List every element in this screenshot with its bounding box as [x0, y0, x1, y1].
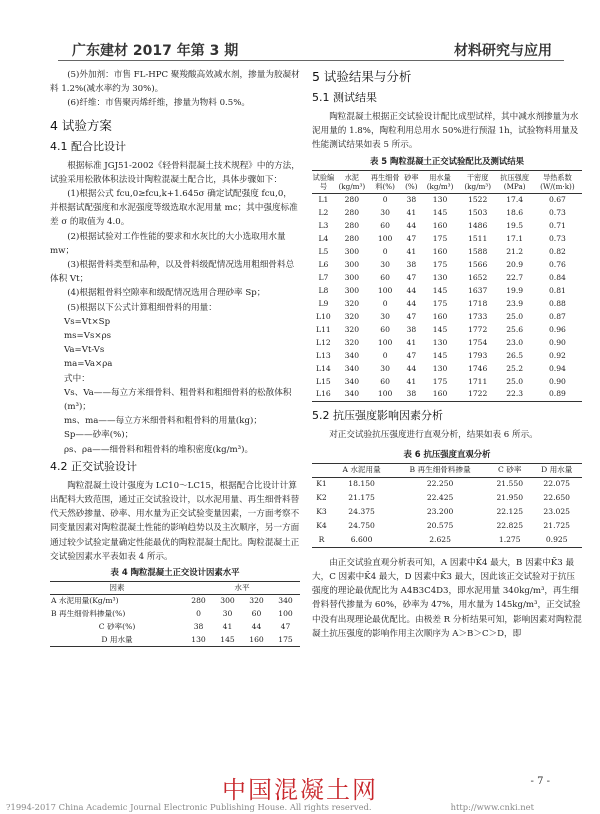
table-cell: 25.2: [506, 363, 524, 373]
table-cell: 19.9: [506, 285, 524, 295]
table-cell: 1722: [467, 389, 488, 399]
table-cell: A 水泥用量(Kg/m³): [51, 596, 119, 606]
table-header: [312, 463, 331, 477]
table-cell: 320: [344, 311, 360, 321]
table-cell: 25.6: [506, 324, 524, 334]
table-row: [312, 362, 582, 375]
table-cell: 1772: [467, 324, 488, 334]
subsection-heading: 5.2 抗压强度影响因素分析: [312, 408, 443, 422]
watermark: 中国混凝土网: [222, 776, 378, 804]
table-cell: 175: [432, 376, 448, 386]
table-cell: K4: [316, 521, 327, 531]
table-row: [312, 336, 582, 349]
table-cell: 100: [377, 337, 393, 347]
table-row: [50, 595, 300, 608]
table-row: [312, 232, 582, 245]
table-cell: L14: [316, 363, 331, 373]
table-row: [312, 193, 582, 206]
table-row: [312, 519, 582, 533]
table-cell: 0.82: [548, 246, 566, 256]
table-cell: 130: [432, 272, 448, 282]
table-cell: 41: [406, 246, 417, 256]
table-cell: 320: [249, 596, 264, 606]
table-cell: 340: [344, 363, 360, 373]
table-cell: D 用水量: [101, 634, 133, 644]
table-cell: 145: [432, 285, 448, 295]
table-cell: L3: [318, 220, 329, 230]
formula: ma=Va×ρa: [64, 359, 113, 370]
table-row: [312, 297, 582, 310]
table-cell: 23.9: [506, 298, 524, 308]
table-cell: 0.90: [548, 337, 566, 347]
table-cell: 21.550: [496, 479, 524, 489]
table-cell: 0.81: [548, 285, 566, 295]
table-cell: 160: [249, 634, 264, 644]
paragraph: 由正交试验直观分析表可知，A 因素中K̄4 最大，B 因素中K̄3 最大，C 因素中K̄4 最大，D 因素中K̄3 最大，因此该正交试验对于抗压强度的理论最优配比为 A4B3C4D3，即水泥用量 340kg/m³，再生细骨料替代掺量为 60%，砂率为 47%，用水量为 145kg/m³，正交试验中没有出现理论最优配比。由极差 R 分析结果可知，影响因素对陶粒混凝土抗压强度的影响作用主次顺序为 A＞B＞C＞D，即: [312, 557, 582, 639]
table-cell: 41: [406, 207, 417, 217]
table-cell: 340: [344, 350, 360, 360]
table-cell: 22.125: [496, 507, 524, 517]
table-row: [312, 323, 582, 336]
subsection-heading: 4.2 正交试验设计: [50, 459, 137, 473]
table-cell: 1588: [467, 246, 488, 256]
table-cell: 21.175: [348, 493, 375, 503]
table-cell: 130: [432, 194, 448, 204]
site-url: http://www.cnki.net: [450, 802, 534, 812]
table-cell: 0.92: [548, 350, 566, 360]
table-cell: 23.0: [506, 337, 524, 347]
table-cell: 145: [432, 324, 448, 334]
table-cell: 18.6: [506, 207, 524, 217]
table-cell: 1652: [467, 272, 488, 282]
table-cell: L4: [318, 233, 329, 243]
table-cell: 0.71: [548, 220, 566, 230]
table-cell: 44: [406, 285, 417, 295]
table-cell: 0: [382, 350, 388, 360]
table-cell: 320: [344, 324, 360, 334]
table-header: 导热系数(W/(m·k)): [540, 172, 575, 191]
table-cell: K2: [316, 493, 327, 503]
table-cell: 24.375: [348, 507, 375, 517]
table-cell: 130: [432, 337, 448, 347]
table-cell: 1793: [467, 350, 488, 360]
right-column: [312, 68, 582, 641]
table-row: [312, 258, 582, 271]
table-cell: 38: [406, 324, 417, 334]
table-cell: K3: [316, 507, 327, 517]
step-item: (3)根据骨料类型和品种，以及骨料级配情况选用粗细骨料总体积 Vt；: [50, 260, 295, 285]
table-cell: L16: [316, 389, 331, 399]
copyright-line: ?1994-2017 China Academic Journal Electronic Publishing House. All rights reserved.: [6, 802, 372, 812]
table-cell: 300: [344, 272, 360, 282]
table-row: [312, 310, 582, 323]
table-cell: 1503: [467, 207, 488, 217]
table-cell: 280: [344, 207, 360, 217]
page-footer: [0, 770, 600, 814]
table-cell: 1486: [467, 220, 488, 230]
formula: ms=Vs×ρs: [64, 331, 112, 342]
table-cell: 23.025: [543, 507, 570, 517]
paragraph: (5)外加剂：市售 FL-HPC 聚羧酸高效减水剂，掺量为胶凝材料 1.2%(减水率约为 30%)。: [50, 70, 300, 95]
page-number: - 7 -: [530, 776, 550, 787]
table-row: [312, 375, 582, 388]
table-cell: L9: [318, 298, 329, 308]
table-caption: 表 5 陶粒混凝土正交试验配比及测试结果: [369, 155, 525, 166]
table-cell: 22.650: [543, 493, 570, 503]
table-header: B 再生细骨料掺量: [409, 465, 471, 475]
factor-level-table: [50, 581, 300, 647]
table-cell: L10: [316, 311, 331, 321]
table-cell: 1746: [467, 363, 488, 373]
table-row: [312, 388, 582, 401]
header-rule: [58, 60, 564, 61]
table-cell: 1754: [467, 337, 488, 347]
table-cell: L5: [318, 246, 329, 256]
table-cell: 300: [344, 259, 360, 269]
table-cell: 30: [380, 259, 390, 269]
table-row: [312, 505, 582, 519]
table-cell: 30: [380, 207, 390, 217]
table-cell: 38: [406, 259, 417, 269]
table-cell: 130: [191, 634, 206, 644]
table-cell: 0.84: [548, 272, 566, 282]
table-cell: 38: [193, 621, 204, 631]
table-cell: 0.94: [548, 363, 566, 373]
table-row: [312, 284, 582, 297]
table-row: [312, 533, 582, 547]
table-cell: 1522: [467, 194, 488, 204]
table-cell: 160: [432, 246, 448, 256]
table-cell: 0: [196, 608, 201, 618]
table-cell: 44: [406, 363, 417, 373]
step-item: (2)根据试验对工作性能的要求和水灰比的大小选取用水量 mw；: [50, 231, 286, 256]
table-cell: 30: [380, 311, 390, 321]
table-cell: 0.87: [548, 311, 566, 321]
table-cell: 6.600: [350, 534, 373, 544]
table-caption: 表 4 陶粒混凝土正交设计因素水平: [110, 567, 240, 578]
table-cell: 1718: [467, 298, 488, 308]
table-cell: 130: [432, 363, 448, 373]
definition: ρs、ρa——细骨料和粗骨料的堆积密度(kg/m³)。: [64, 444, 254, 455]
paragraph: 陶粒混凝土根据正交试验设计配比成型试样，其中减水剂掺量为水泥用量的 1.8%，陶粒利用总用水 50%进行预湿 1h，试验物料用量及性能测试结果如表 5 所示。: [312, 112, 579, 151]
table-cell: 175: [278, 634, 293, 644]
definition: Sp——砂率(%)；: [64, 430, 134, 441]
table-cell: 100: [377, 233, 393, 243]
table-header: 砂率(%): [404, 172, 419, 191]
table-cell: 300: [344, 246, 360, 256]
table-header-row: [312, 463, 582, 477]
table-cell: 0.73: [548, 207, 566, 217]
table-cell: 100: [278, 608, 293, 618]
table-row: [312, 349, 582, 362]
table-cell: 17.4: [506, 194, 524, 204]
table-cell: L6: [318, 259, 329, 269]
table-cell: R: [318, 534, 325, 544]
table-cell: 280: [344, 233, 360, 243]
table-caption: 表 6 抗压强度直观分析: [403, 448, 491, 459]
table-cell: 300: [220, 596, 235, 606]
table-row: [312, 206, 582, 219]
table-cell: L11: [316, 324, 331, 334]
table-row: [312, 271, 582, 284]
table-header: 干密度(kg/m³): [464, 172, 491, 191]
table-cell: 17.1: [506, 233, 524, 243]
table-row: [312, 219, 582, 232]
formula: Va=Vt-Vs: [64, 345, 105, 356]
table-cell: 300: [344, 285, 360, 295]
table-cell: 38: [406, 194, 417, 204]
table-cell: 41: [222, 621, 233, 631]
table-row: [50, 634, 300, 647]
table-cell: 320: [344, 337, 360, 347]
table-cell: 0: [382, 298, 388, 308]
table-cell: 25.0: [506, 376, 524, 386]
table-cell: 0.89: [548, 389, 566, 399]
table-cell: 340: [344, 389, 360, 399]
results-table: [312, 170, 582, 402]
table-row: [312, 245, 582, 258]
table-cell: 21.950: [496, 493, 524, 503]
table-cell: 340: [344, 376, 360, 386]
table-cell: 175: [432, 233, 448, 243]
subsection-heading: 5.1 测试结果: [312, 91, 377, 104]
table-cell: 41: [406, 376, 417, 386]
table-cell: 38: [406, 389, 417, 399]
table-row: [312, 491, 582, 505]
table-cell: 60: [380, 376, 390, 386]
formula: Vs=Vt×Sp: [64, 316, 111, 327]
section-name: 材料研究与应用: [454, 43, 552, 59]
table-cell: L12: [316, 337, 331, 347]
table-cell: 22.250: [426, 479, 454, 489]
table-cell: 44: [406, 220, 417, 230]
table-cell: L1: [318, 194, 329, 204]
left-column: [50, 68, 300, 647]
table-cell: 100: [377, 389, 393, 399]
table-header: 因素: [109, 582, 125, 592]
table-cell: 1637: [467, 285, 488, 295]
table-cell: 22.3: [506, 389, 524, 399]
table-cell: L2: [318, 207, 329, 217]
table-cell: 0.90: [548, 376, 566, 386]
page-header: [0, 0, 600, 62]
table-cell: 0.76: [548, 259, 566, 269]
table-header: 水平: [234, 582, 250, 592]
section-heading: 5 试验结果与分析: [312, 69, 412, 84]
table-cell: 44: [251, 621, 262, 631]
table-cell: 60: [251, 608, 262, 618]
table-cell: K1: [316, 479, 327, 489]
table-cell: 24.750: [348, 521, 375, 531]
table-cell: 0.96: [548, 324, 566, 334]
table-cell: 280: [344, 220, 360, 230]
table-header: 抗压强度(MPa): [500, 172, 530, 191]
table-cell: 22.425: [426, 493, 454, 503]
table-cell: 145: [432, 207, 448, 217]
table-cell: 60: [380, 324, 390, 334]
definition: ms、ma——每立方米细骨料和粗骨料的用量(kg)；: [64, 416, 262, 427]
table-cell: 22.825: [496, 521, 524, 531]
table-cell: 19.5: [506, 220, 524, 230]
table-header: 试验编号: [312, 172, 335, 191]
table-cell: 25.0: [506, 311, 524, 321]
table-cell: 340: [278, 596, 293, 606]
table-cell: 22.075: [543, 479, 570, 489]
table-cell: 100: [377, 285, 393, 295]
table-cell: 23.200: [426, 507, 454, 517]
table-cell: 21.725: [543, 521, 570, 531]
table-cell: 41: [406, 337, 417, 347]
table-cell: 145: [432, 350, 448, 360]
table-cell: 44: [406, 298, 417, 308]
step-item: (5)根据以下公式计算粗细骨料的用量：: [67, 302, 217, 313]
table-cell: 60: [380, 220, 390, 230]
definition: Vs、Va——每立方米细骨料、粗骨料和粗细骨料的松散体积(m³)；: [64, 387, 292, 413]
table-cell: 160: [432, 220, 448, 230]
table-cell: 47: [406, 350, 417, 360]
table-cell: 18.150: [348, 479, 375, 489]
table-cell: 0: [382, 194, 388, 204]
table-header: 用水量(kg/m³): [426, 172, 454, 191]
table-cell: 0.925: [545, 534, 568, 544]
table-cell: 175: [432, 298, 448, 308]
table-cell: 0: [382, 246, 388, 256]
table-cell: 1.275: [498, 534, 521, 544]
table-cell: 20.9: [506, 259, 524, 269]
range-analysis-table: [312, 463, 582, 548]
table-cell: 0.88: [548, 298, 566, 308]
table-cell: 30: [222, 608, 233, 618]
subsection-heading: 4.1 配合比设计: [50, 139, 126, 153]
table-cell: 0.67: [548, 194, 566, 204]
table-cell: 21.2: [506, 246, 524, 256]
table-cell: 22.7: [506, 272, 524, 282]
table-cell: L15: [316, 376, 331, 386]
table-header: D 用水量: [541, 465, 573, 475]
paragraph: 根据标准 JGJ51-2002《轻骨料混凝土技术规程》中的方法，试验采用松散体积法设计陶粒混凝土配合比，具体步骤如下：: [50, 160, 300, 185]
table-cell: 26.5: [506, 350, 524, 360]
table-row: [312, 477, 582, 491]
paragraph: 对正交试验抗压强度进行直观分析，结果如表 6 所示。: [329, 429, 538, 440]
table-cell: L8: [318, 285, 329, 295]
table-cell: 20.575: [426, 521, 454, 531]
table-cell: 1711: [467, 376, 488, 386]
table-cell: 175: [432, 259, 448, 269]
table-cell: 0.73: [548, 233, 566, 243]
table-header: 再生细骨料(%): [370, 172, 400, 191]
table-cell: 47: [406, 233, 417, 243]
table-cell: L13: [316, 350, 331, 360]
table-cell: L7: [318, 272, 329, 282]
table-header: 水泥(kg/m³): [338, 172, 366, 191]
table-cell: 160: [432, 311, 448, 321]
table-cell: 320: [344, 298, 360, 308]
where-label: 式中：: [64, 373, 90, 384]
section-heading: 4 试验方案: [50, 117, 112, 133]
table-cell: 160: [432, 389, 448, 399]
table-row: [50, 621, 300, 634]
table-cell: 47: [406, 311, 417, 321]
table-cell: B 再生细骨料掺量(%): [51, 608, 126, 618]
table-cell: 47: [406, 272, 417, 282]
table-header: C 砂率: [498, 465, 522, 475]
table-cell: 280: [344, 194, 360, 204]
table-cell: 145: [220, 634, 235, 644]
table-cell: 1733: [467, 311, 488, 321]
table-cell: 1566: [467, 259, 488, 269]
table-cell: C 砂率(%): [98, 621, 136, 631]
paragraph: (6)纤维：市售聚丙烯纤维，掺量为物料 0.5%。: [67, 98, 251, 109]
step-item: (1)根据公式 fcu,0≥fcu,k+1.645σ 确定试配强度 fcu,0，并根据试配强度和水泥强度等级选取水泥用量 mc；其中强度标准差 σ 的取值为 4.0。: [50, 189, 298, 228]
table-header: A 水泥用量: [342, 465, 381, 475]
table-cell: 1511: [467, 233, 488, 243]
table-cell: 30: [380, 363, 390, 373]
table-cell: 2.625: [429, 534, 451, 544]
table-header-row: [312, 170, 582, 193]
journal-issue: 广东建材 2017 年第 3 期: [72, 43, 239, 59]
paragraph: 陶粒混凝土设计强度为 LC10～LC15，根据配合比设计计算出配料大致范围，通过正交试验设计，以水泥用量、再生细骨料替代天然砂掺量、砂率、用水量为正交试验变量因素，一方面考察不同变量因素对陶粒混凝土性能的影响趋势以及主次顺序，另一方面通过较少试验定量确定性能最优的陶粒混凝土配比。陶粒混凝土正交试验因素水平表如表 4 所示。: [50, 480, 300, 562]
table-cell: 60: [380, 272, 390, 282]
step-item: (4)根据粗骨料空隙率和级配情况选用合理砂率 Sp；: [67, 288, 266, 299]
table-cell: 47: [280, 621, 291, 631]
table-cell: 280: [191, 596, 206, 606]
table-row: [50, 608, 300, 621]
